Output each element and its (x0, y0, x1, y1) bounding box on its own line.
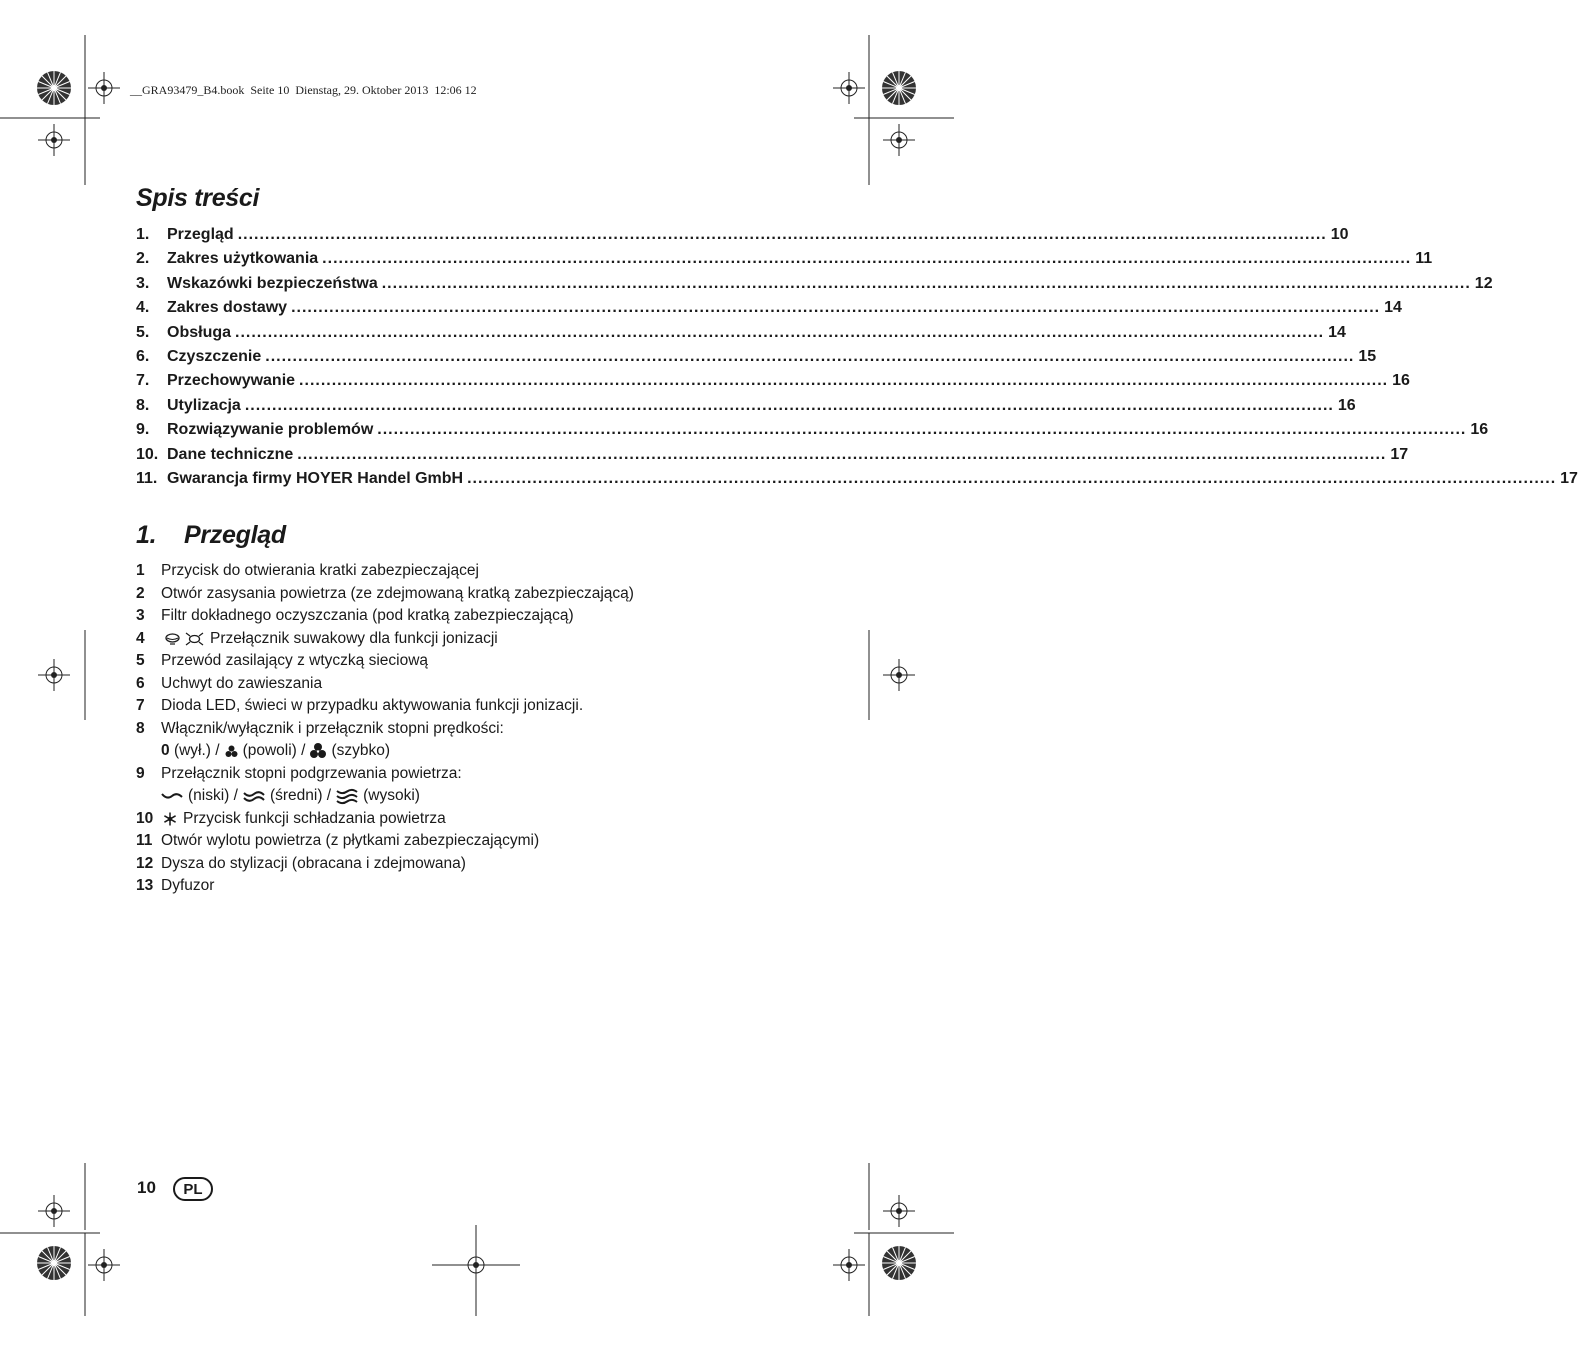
toc-entry-number: 4. (136, 299, 150, 317)
toc-entry-label: Zakres dostawy (167, 299, 288, 317)
speed-zero: 0 (161, 742, 170, 760)
speed-slow-label: (powoli) / (242, 742, 306, 760)
item-number: 9 (136, 764, 145, 782)
speed-off-label: (wył.) / (173, 742, 220, 760)
list-item (136, 830, 816, 853)
toc-leader-dots: ........................................................................................................................................................................................................ (237, 226, 1327, 243)
toc-entry-label: Rozwiązywanie problemów (167, 421, 374, 439)
item-number: 10 (136, 809, 154, 827)
item-text: Uchwyt do zawieszania (161, 674, 323, 692)
fan-fast-icon (310, 743, 326, 759)
heat-mid-icon (243, 790, 265, 803)
item-number: 1 (136, 562, 145, 580)
toc-entry-number: 6. (136, 347, 150, 365)
toc-leader-dots: ........................................................................................................................................................................................................ (381, 274, 1471, 292)
speed-settings (161, 742, 390, 760)
toc-leader-dots: ........................................................................................................................................................................................................ (297, 445, 1387, 463)
toc-leader-dots: ........................................................................................................................................................................................................ (265, 347, 1355, 365)
toc-entry-label: Przegląd (167, 226, 234, 243)
list-item (136, 695, 816, 718)
section-number: 1. (136, 521, 157, 549)
registration-sunburst-top-right (882, 71, 916, 105)
item-number: 6 (136, 674, 145, 692)
list-item (136, 853, 816, 876)
item-number: 4 (136, 629, 145, 647)
item-text: Przewód zasilający z wtyczką sieciową (161, 652, 429, 670)
toc-entry-page: 14 (1328, 323, 1346, 341)
section-heading (136, 521, 286, 550)
toc-entry-label: Utylizacja (167, 396, 241, 414)
toc-entry[interactable] (136, 347, 1377, 372)
toc-entry-page: 16 (1470, 421, 1489, 439)
page-number: 10 (137, 1178, 156, 1197)
snowflake-icon (163, 812, 177, 826)
toc-leader-dots: ........................................................................................................................................................................................................ (299, 372, 1389, 390)
toc-entry[interactable] (136, 274, 1493, 299)
toc-entry-number: 11. (136, 469, 158, 487)
item-text: Przycisk do otwierania kratki zabezpieczającej (161, 562, 479, 580)
toc-entry-label: Wskazówki bezpieczeństwa (167, 274, 378, 292)
toc-entry-number: 1. (136, 226, 150, 243)
item-text: Przełącznik stopni podgrzewania powietrza: (161, 764, 462, 782)
item-text: Filtr dokładnego oczyszczania (pod kratką zabezpieczającą) (161, 607, 574, 625)
toc-entry[interactable] (136, 226, 1349, 250)
toc-entry-label: Gwarancja firmy HOYER Handel GmbH (167, 469, 464, 487)
item-text-wrapper (161, 810, 446, 828)
list-item (136, 605, 816, 628)
item-text: Dyfuzor (161, 877, 215, 895)
toc-entry-page: 17 (1390, 445, 1409, 463)
print-header: __GRA93479_B4.book Seite 10 Dienstag, 29. Oktober 2013 12:06 12 (130, 83, 477, 97)
item-number: 8 (136, 719, 145, 737)
list-item (136, 650, 816, 673)
toc-leader-dots: ........................................................................................................................................................................................................ (244, 396, 1334, 414)
toc-entry-number: 10. (136, 445, 159, 463)
item-number: 7 (136, 697, 145, 715)
list-item-continuation (136, 740, 816, 763)
heat-settings (161, 787, 420, 805)
toc-entry-number: 2. (136, 250, 150, 268)
item-text: Dysza do stylizacji (obracana i zdejmowana) (161, 854, 466, 872)
item-text: Przełącznik suwakowy dla funkcji jonizacji (210, 629, 498, 647)
item-number: 2 (136, 584, 145, 602)
toc-entry-number: 7. (136, 372, 150, 390)
fan-slow-icon (225, 745, 238, 758)
toc-entry-number: 9. (136, 421, 150, 439)
item-text: Włącznik/wyłącznik i przełącznik stopni prędkości: (161, 719, 504, 737)
toc-entry[interactable] (136, 421, 1489, 445)
toc-entry-number: 3. (136, 274, 150, 292)
registration-sunburst-bottom-right (882, 1246, 916, 1280)
list-item-continuation (136, 785, 816, 808)
toc-entry-label: Przechowywanie (167, 372, 296, 390)
list-item (136, 763, 816, 786)
registration-sunburst-bottom-left (37, 1246, 71, 1280)
item-number: 3 (136, 607, 145, 625)
toc-entry-page: 14 (1384, 299, 1402, 317)
toc-entry-page: 16 (1392, 372, 1410, 390)
item-text: Przycisk funkcji schładzania powietrza (183, 809, 446, 827)
toc-entry-page: 10 (1330, 226, 1349, 243)
toc-entry[interactable] (136, 323, 1346, 348)
toc-entry-page: 16 (1337, 396, 1356, 414)
toc-entry-page: 17 (1560, 469, 1578, 487)
registration-sunburst-top-left (37, 71, 71, 105)
heat-high-icon (336, 788, 358, 804)
toc-entry-label: Obsługa (167, 323, 232, 341)
item-text: Dioda LED, świeci w przypadku aktywowania funkcji jonizacji. (161, 697, 584, 715)
toc-leader-dots: ........................................................................................................................................................................................................ (467, 469, 1557, 487)
item-number: 5 (136, 652, 145, 670)
toc-leader-dots: ........................................................................................................................................................................................................ (377, 421, 1467, 439)
toc-entry[interactable] (136, 445, 1409, 470)
toc-entry-label: Zakres użytkowania (167, 250, 319, 268)
list-item (136, 673, 816, 696)
toc-leader-dots: ........................................................................................................................................................................................................ (322, 250, 1412, 268)
list-item (136, 875, 816, 898)
toc-leader-dots: ........................................................................................................................................................................................................ (291, 299, 1381, 317)
toc-entry-label: Dane techniczne (167, 445, 294, 463)
item-text: Otwór wylotu powietrza (z płytkami zabezpieczającymi) (161, 832, 540, 850)
heat-mid-label: (średni) / (269, 787, 332, 805)
ion-off-icon (164, 632, 181, 645)
toc-entry[interactable] (136, 396, 1356, 421)
table-of-contents (136, 226, 1578, 494)
toc-entry[interactable] (136, 250, 1433, 274)
parts-list (136, 560, 816, 898)
list-item (136, 628, 816, 651)
list-item (136, 560, 816, 583)
item-number: 11 (136, 832, 153, 850)
toc-entry-page: 12 (1474, 274, 1493, 292)
list-item (136, 718, 816, 741)
section-title: Przegląd (184, 521, 286, 549)
toc-entry[interactable] (136, 299, 1402, 323)
item-text: Otwór zasysania powietrza (ze zdejmowaną kratką zabezpieczającą) (161, 584, 634, 602)
toc-leader-dots: ........................................................................................................................................................................................................ (235, 323, 1325, 341)
item-number: 13 (136, 877, 154, 895)
toc-entry-number: 5. (136, 323, 150, 341)
toc-entry-label: Czyszczenie (167, 347, 262, 365)
toc-entry-page: 11 (1415, 250, 1433, 268)
ion-on-icon (185, 632, 204, 646)
toc-entry-number: 8. (136, 396, 150, 414)
heat-low-icon (161, 791, 183, 801)
toc-entry-page: 15 (1358, 347, 1377, 365)
toc-entry[interactable] (136, 469, 1578, 494)
list-item (136, 583, 816, 606)
toc-title: Spis treści (136, 184, 260, 212)
speed-fast-label: (szybko) (331, 742, 391, 760)
heat-high-label: (wysoki) (363, 787, 420, 805)
toc-entry[interactable] (136, 372, 1410, 396)
item-number: 12 (136, 854, 154, 872)
item-text-wrapper (161, 630, 498, 648)
list-item (136, 808, 816, 831)
heat-low-label: (niski) / (188, 787, 238, 805)
language-badge: PL (173, 1177, 213, 1201)
